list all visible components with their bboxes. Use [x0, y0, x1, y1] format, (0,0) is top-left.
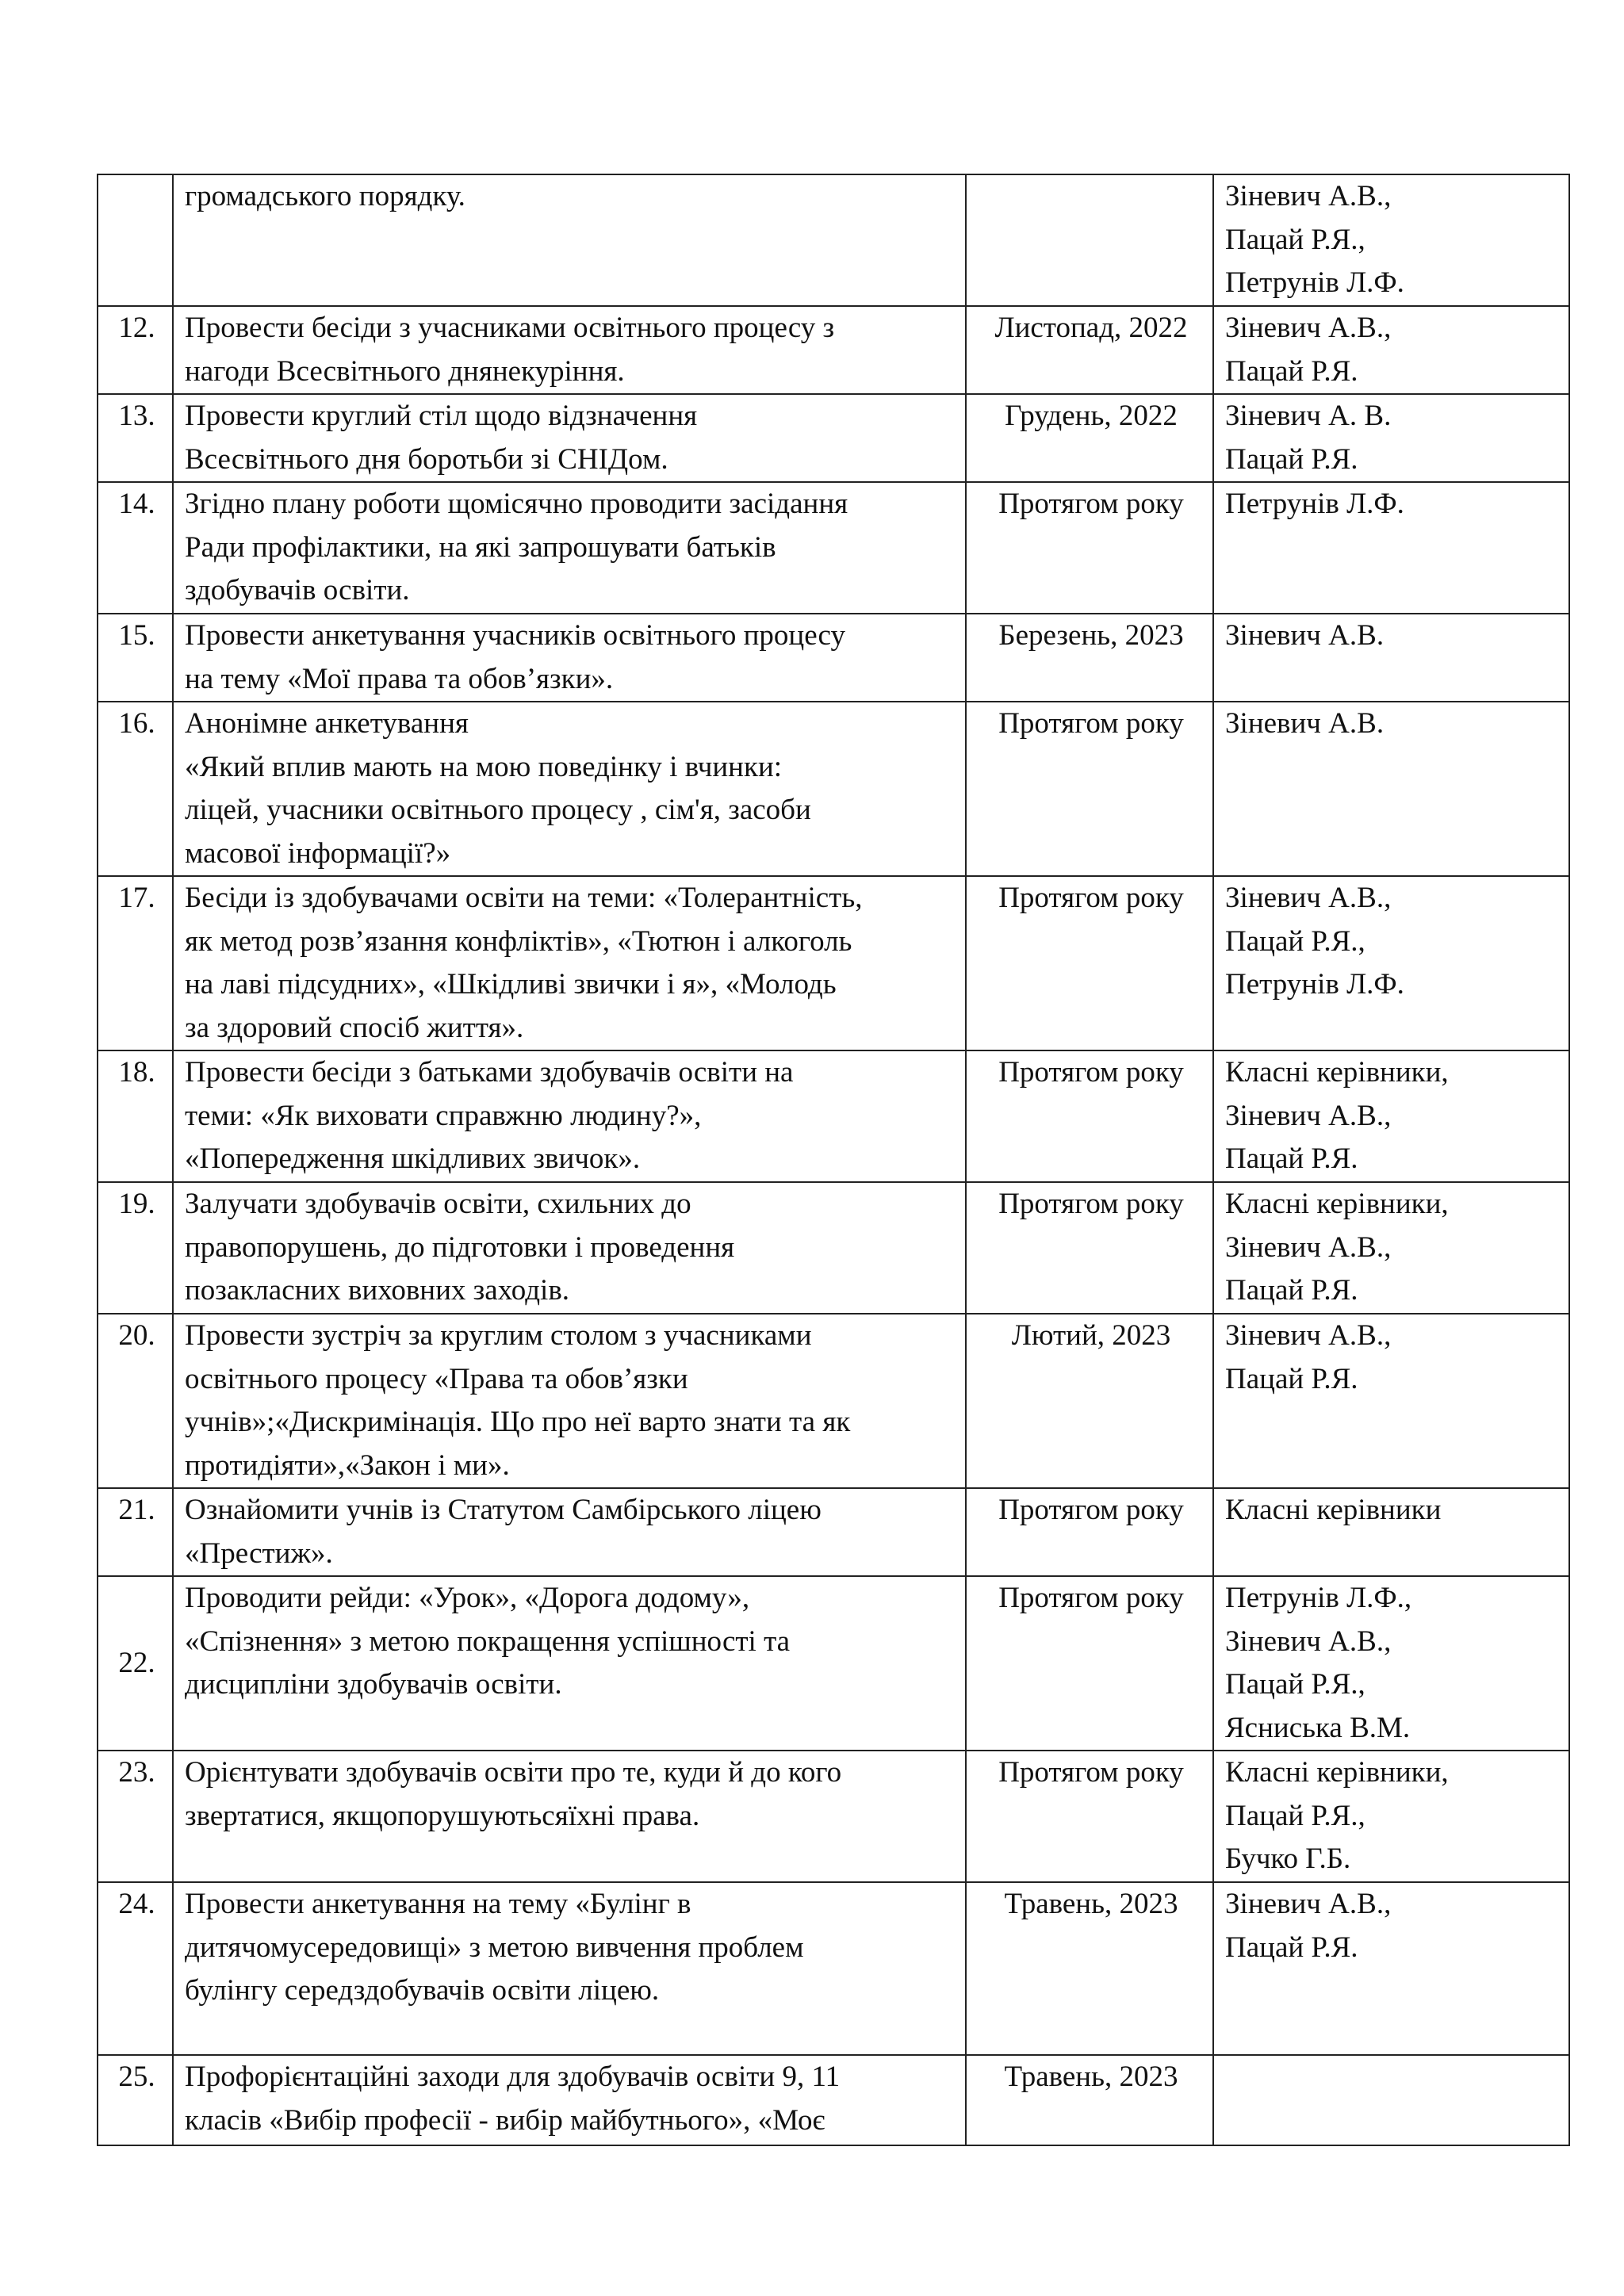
table-row	[98, 482, 1569, 614]
row-number	[98, 174, 173, 306]
responsible: Петрунів Л.Ф.	[1213, 482, 1569, 614]
responsible: Зіневич А.В.	[1213, 614, 1569, 702]
row-number: 19.	[98, 1182, 173, 1314]
task-description: Профорієнтаційні заходи для здобувачів освіти 9, 11 класів «Вибір професії - вибір майбутнього», «Моє	[173, 2055, 966, 2145]
row-number: 14.	[98, 482, 173, 614]
responsible	[1213, 2055, 1569, 2145]
task-description: Провести бесіди з учасниками освітнього процесу з нагоди Всесвітнього днянекуріння.	[173, 306, 966, 394]
deadline	[966, 174, 1213, 306]
responsible: Класні керівники, Пацай Р.Я., Бучко Г.Б.	[1213, 1751, 1569, 1882]
task-description: Провести зустріч за круглим столом з учасниками освітнього процесу «Права та обов’язки учнів»;«Дискримінація. Що про неї варто знати та як протидіяти»,«Закон і ми».	[173, 1314, 966, 1488]
task-description: Згідно плану роботи щомісячно проводити засідання Ради профілактики, на які запрошувати батьків здобувачів освіти.	[173, 482, 966, 614]
responsible: Зіневич А.В., Пацай Р.Я.	[1213, 1314, 1569, 1488]
table-row	[98, 1182, 1569, 1314]
table-row	[98, 1751, 1569, 1882]
row-number: 24.	[98, 1882, 173, 2055]
row-number: 17.	[98, 876, 173, 1050]
table-row	[98, 1314, 1569, 1488]
deadline: Лютий, 2023	[966, 1314, 1213, 1488]
deadline: Протягом року	[966, 1488, 1213, 1576]
table-row	[98, 1050, 1569, 1182]
row-number: 20.	[98, 1314, 173, 1488]
row-number: 25.	[98, 2055, 173, 2145]
deadline: Протягом року	[966, 1751, 1213, 1882]
task-description: Провести круглий стіл щодо відзначення Всесвітнього дня боротьби зі СНІДом.	[173, 394, 966, 482]
row-number: 16.	[98, 702, 173, 876]
table-row	[98, 614, 1569, 702]
responsible: Зіневич А.В., Пацай Р.Я.	[1213, 306, 1569, 394]
deadline: Протягом року	[966, 876, 1213, 1050]
table-row	[98, 1576, 1569, 1751]
row-number: 23.	[98, 1751, 173, 1882]
row-number: 15.	[98, 614, 173, 702]
task-description: Орієнтувати здобувачів освіти про те, куди й до кого звертатися, якщопорушуютьсяїхні права.	[173, 1751, 966, 1882]
table-row	[98, 2055, 1569, 2145]
deadline: Листопад, 2022	[966, 306, 1213, 394]
deadline: Протягом року	[966, 1182, 1213, 1314]
deadline: Протягом року	[966, 1576, 1213, 1751]
row-number: 13.	[98, 394, 173, 482]
deadline: Протягом року	[966, 482, 1213, 614]
task-description: Ознайомити учнів із Статутом Самбірського ліцею «Престиж».	[173, 1488, 966, 1576]
deadline: Березень, 2023	[966, 614, 1213, 702]
task-description: Провести анкетування на тему «Булінг в дитячомусередовищі» з метою вивчення проблем булінгу середздобувачів освіти ліцею.	[173, 1882, 966, 2055]
task-description: Бесіди із здобувачами освіти на теми: «Толерантність, як метод розв’язання конфліктів», «Тютюн і алкоголь на лаві підсудних», «Шкідливі звички і я», «Молодь за здоровий спосіб життя».	[173, 876, 966, 1050]
row-number: 12.	[98, 306, 173, 394]
table-row	[98, 1488, 1569, 1576]
table-row	[98, 394, 1569, 482]
deadline: Протягом року	[966, 1050, 1213, 1182]
row-number: 18.	[98, 1050, 173, 1182]
responsible: Зіневич А.В.	[1213, 702, 1569, 876]
responsible: Класні керівники, Зіневич А.В., Пацай Р.Я.	[1213, 1182, 1569, 1314]
table-row	[98, 702, 1569, 876]
task-description: Залучати здобувачів освіти, схильних до правопорушень, до підготовки і проведення позакласних виховних заходів.	[173, 1182, 966, 1314]
responsible: Зіневич А.В., Пацай Р.Я., Петрунів Л.Ф.	[1213, 174, 1569, 306]
activity-plan-table	[97, 174, 1570, 2146]
task-description: Провести бесіди з батьками здобувачів освіти на теми: «Як виховати справжню людину?», «Попередження шкідливих звичок».	[173, 1050, 966, 1182]
deadline: Грудень, 2022	[966, 394, 1213, 482]
task-description: Проводити рейди: «Урок», «Дорога додому», «Спізнення» з метою покращення успішності та дисципліни здобувачів освіти.	[173, 1576, 966, 1751]
table-row	[98, 306, 1569, 394]
row-number: 22.	[98, 1576, 173, 1751]
table-row	[98, 174, 1569, 306]
table-row	[98, 876, 1569, 1050]
responsible: Класні керівники	[1213, 1488, 1569, 1576]
table-row	[98, 1882, 1569, 2055]
task-description: громадського порядку.	[173, 174, 966, 306]
responsible: Петрунів Л.Ф., Зіневич А.В., Пацай Р.Я., Ясниська В.М.	[1213, 1576, 1569, 1751]
responsible: Зіневич А. В. Пацай Р.Я.	[1213, 394, 1569, 482]
deadline: Протягом року	[966, 702, 1213, 876]
deadline: Травень, 2023	[966, 1882, 1213, 2055]
responsible: Зіневич А.В., Пацай Р.Я., Петрунів Л.Ф.	[1213, 876, 1569, 1050]
row-number: 21.	[98, 1488, 173, 1576]
task-description: Провести анкетування учасників освітнього процесу на тему «Мої права та обов’язки».	[173, 614, 966, 702]
task-description: Анонімне анкетування «Який вплив мають на мою поведінку і вчинки: ліцей, учасники освітнього процесу , сім'я, засоби масової інформації?»	[173, 702, 966, 876]
responsible: Зіневич А.В., Пацай Р.Я.	[1213, 1882, 1569, 2055]
deadline: Травень, 2023	[966, 2055, 1213, 2145]
responsible: Класні керівники, Зіневич А.В., Пацай Р.Я.	[1213, 1050, 1569, 1182]
